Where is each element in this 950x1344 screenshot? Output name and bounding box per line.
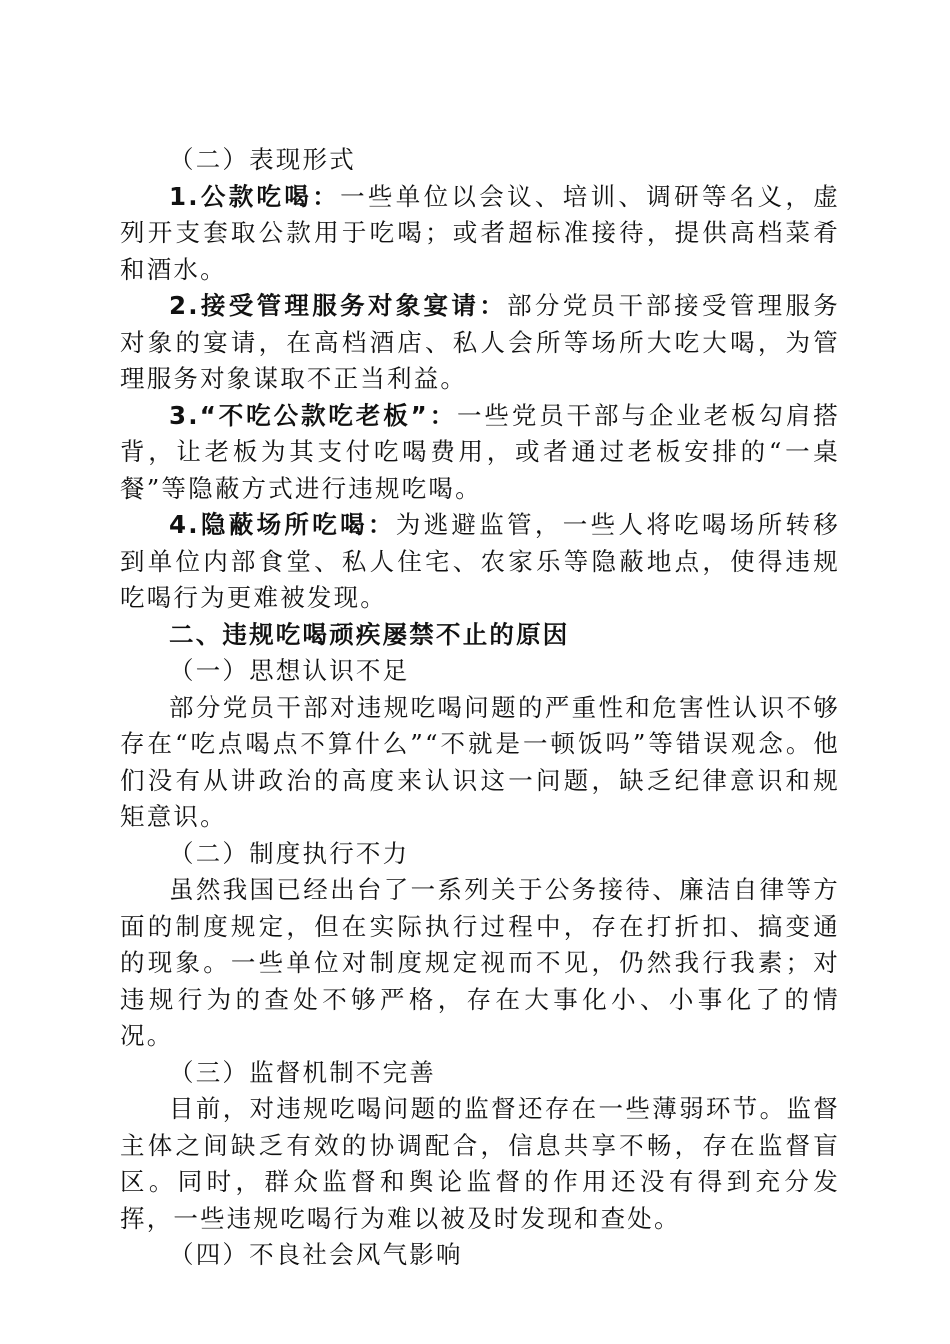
item-text: 部分党员干部接受管理服务对象的宴请，在高档酒店、私人会所等场所大吃大喝，为管理服务对象谋取不正当利益。 — [120, 291, 840, 393]
paragraph: 虽然我国已经出台了一系列关于公务接待、廉洁自律等方面的制度规定，但在实际执行过程中，存在打折扣、搞变通的现象。一些单位对制度规定视而不见，仍然我行我素；对违规行为的查处不够严格，存在大事化小、小事化了的情况。 — [120, 875, 840, 1050]
item-lead: 4.隐蔽场所吃喝： — [169, 510, 396, 539]
item-text: 一些党员干部与企业老板勾肩搭背，让老板为其支付吃喝费用，或者通过老板安排的“一桌餐”等隐蔽方式进行违规吃喝。 — [120, 400, 840, 503]
subsection-heading-forms: （二）表现形式 — [169, 145, 356, 174]
subsection-heading: （四）不良社会风气影响 — [169, 1240, 463, 1269]
list-item — [120, 507, 840, 617]
subsection-heading: （三）监督机制不完善 — [169, 1057, 436, 1087]
document-body — [120, 142, 840, 1274]
list-item — [120, 179, 840, 289]
item-text: 为逃避监管，一些人将吃喝场所转移到单位内部食堂、私人住宅、农家乐等隐蔽地点，使得违规吃喝行为更难被发现。 — [120, 510, 840, 612]
subsection-heading: （二）制度执行不力 — [169, 838, 410, 868]
list-item — [120, 288, 840, 398]
section-title: 二、违规吃喝顽疾屡禁不止的原因 — [169, 619, 570, 649]
paragraph: 部分党员干部对违规吃喝问题的严重性和危害性认识不够存在“吃点喝点不算什么”“不就是一顿饭吗”等错误观念。他们没有从讲政治的高度来认识这一问题，缺乏纪律意识和规矩意识。 — [120, 692, 840, 831]
list-item — [120, 398, 840, 508]
item-lead: 3.“不吃公款吃老板”： — [169, 400, 458, 430]
item-lead: 2.接受管理服务对象宴请： — [169, 291, 508, 320]
subsection-heading: （一）思想认识不足 — [169, 656, 410, 685]
paragraph: 目前，对违规吃喝问题的监督还存在一些薄弱环节。监督主体之间缺乏有效的协调配合，信息共享不畅，存在监督盲区。同时，群众监督和舆论监督的作用还没有得到充分发挥，一些违规吃喝行为难以被及时发现和查处。 — [120, 1094, 840, 1233]
item-text: 一些单位以会议、培训、调研等名义，虚列开支套取公款用于吃喝；或者超标准接待，提供高档菜肴和酒水。 — [120, 181, 840, 284]
item-lead: 1.公款吃喝： — [169, 181, 341, 211]
